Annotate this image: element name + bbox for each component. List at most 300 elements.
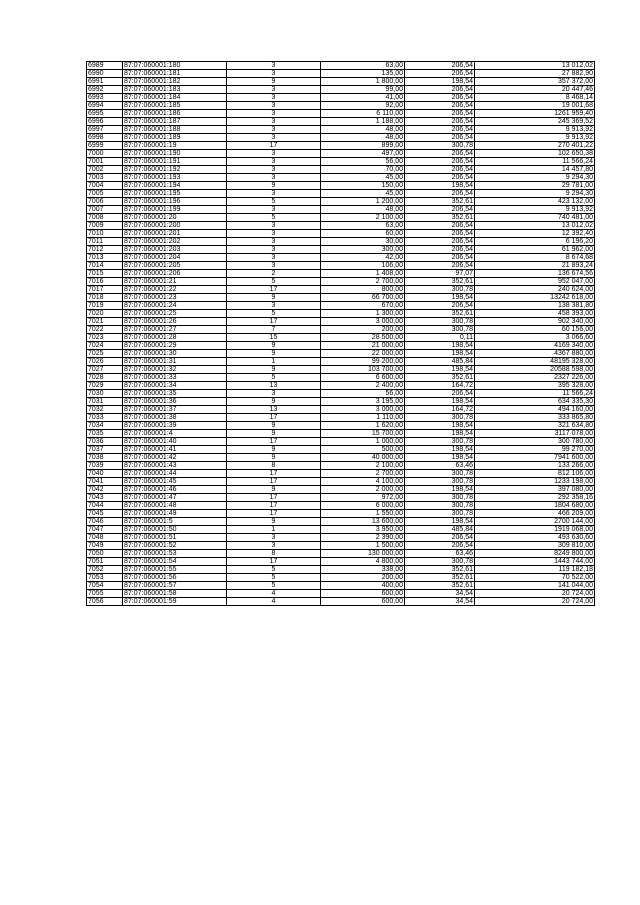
category-code-cell: 17 [227, 286, 321, 294]
cadastral-number-cell: 87:07:060001:200 [123, 222, 227, 230]
table-row [87, 302, 595, 310]
cadastral-value-cell: 20 724,00 [475, 598, 595, 606]
cadastral-number-cell: 87:07:060001:196 [123, 198, 227, 206]
area-cell: 200,00 [321, 574, 405, 582]
row-number-cell: 7002 [87, 166, 123, 174]
cadastral-number-cell: 87:07:060001:187 [123, 118, 227, 126]
cadastral-value-cell: 6 196,20 [475, 238, 595, 246]
rate-cell: 300,78 [405, 318, 475, 326]
table-row [87, 310, 595, 318]
row-number-cell: 7045 [87, 510, 123, 518]
rate-cell: 63,46 [405, 462, 475, 470]
category-code-cell: 3 [227, 542, 321, 550]
cadastral-value-cell: 27 882,90 [475, 70, 595, 78]
area-cell: 2 100,00 [321, 462, 405, 470]
cadastral-value-cell: 136 674,56 [475, 270, 595, 278]
cadastral-value-cell: 7941 600,00 [475, 454, 595, 462]
rate-cell: 352,61 [405, 310, 475, 318]
table-row [87, 102, 595, 110]
table-row [87, 574, 595, 582]
category-code-cell: 3 [227, 222, 321, 230]
cadastral-number-cell: 87:07:060001:30 [123, 350, 227, 358]
cadastral-value-cell: 395 328,00 [475, 382, 595, 390]
area-cell: 1 408,00 [321, 270, 405, 278]
cadastral-number-cell: 87:07:060001:50 [123, 526, 227, 534]
row-number-cell: 7006 [87, 198, 123, 206]
cadastral-number-cell: 87:07:060001:27 [123, 326, 227, 334]
rate-cell: 206,54 [405, 254, 475, 262]
table-row [87, 558, 595, 566]
row-number-cell: 7033 [87, 414, 123, 422]
cadastral-number-cell: 87:07:060001:39 [123, 422, 227, 430]
area-cell: 2 400,00 [321, 382, 405, 390]
cadastral-value-cell: 333 865,80 [475, 414, 595, 422]
row-number-cell: 7035 [87, 430, 123, 438]
table-row [87, 254, 595, 262]
cadastral-value-cell: 3117 078,00 [475, 430, 595, 438]
cadastral-number-cell: 87:07:060001:192 [123, 166, 227, 174]
area-cell: 150,00 [321, 182, 405, 190]
cadastral-value-cell: 9 294,30 [475, 190, 595, 198]
area-cell: 66 700,00 [321, 294, 405, 302]
row-number-cell: 7054 [87, 582, 123, 590]
cadastral-number-cell: 87:07:060001:43 [123, 462, 227, 470]
category-code-cell: 15 [227, 334, 321, 342]
area-cell: 106,00 [321, 262, 405, 270]
row-number-cell: 7028 [87, 374, 123, 382]
cadastral-value-cell: 48195 328,00 [475, 358, 595, 366]
area-cell: 28 500,00 [321, 334, 405, 342]
rate-cell: 352,61 [405, 278, 475, 286]
rate-cell: 300,78 [405, 478, 475, 486]
cadastral-number-cell: 87:07:060001:59 [123, 598, 227, 606]
row-number-cell: 6989 [87, 62, 123, 70]
area-cell: 99 200,00 [321, 358, 405, 366]
rate-cell: 352,61 [405, 214, 475, 222]
table-row [87, 502, 595, 510]
rate-cell: 206,54 [405, 102, 475, 110]
row-number-cell: 7027 [87, 366, 123, 374]
row-number-cell: 7039 [87, 462, 123, 470]
cadastral-number-cell: 87:07:060001:44 [123, 470, 227, 478]
rate-cell: 352,61 [405, 566, 475, 574]
rate-cell: 485,84 [405, 358, 475, 366]
cadastral-value-cell: 1919 068,00 [475, 526, 595, 534]
row-number-cell: 7008 [87, 214, 123, 222]
area-cell: 60,00 [321, 230, 405, 238]
category-code-cell: 17 [227, 478, 321, 486]
category-code-cell: 3 [227, 174, 321, 182]
cadastral-number-cell: 87:07:060001:205 [123, 262, 227, 270]
area-cell: 45,00 [321, 190, 405, 198]
row-number-cell: 7007 [87, 206, 123, 214]
category-code-cell: 3 [227, 246, 321, 254]
rate-cell: 0,11 [405, 334, 475, 342]
rate-cell: 198,54 [405, 342, 475, 350]
cadastral-number-cell: 87:07:060001:29 [123, 342, 227, 350]
cadastral-number-cell: 87:07:060001:35 [123, 390, 227, 398]
category-code-cell: 9 [227, 398, 321, 406]
cadastral-value-cell: 2700 144,00 [475, 518, 595, 526]
rate-cell: 63,46 [405, 550, 475, 558]
rate-cell: 300,78 [405, 414, 475, 422]
rate-cell: 206,54 [405, 222, 475, 230]
row-number-cell: 7014 [87, 262, 123, 270]
category-code-cell: 3 [227, 86, 321, 94]
category-code-cell: 17 [227, 470, 321, 478]
rate-cell: 198,54 [405, 350, 475, 358]
cadastral-value-cell: 4367 880,00 [475, 350, 595, 358]
rate-cell: 206,54 [405, 174, 475, 182]
cadastral-value-cell: 20588 598,00 [475, 366, 595, 374]
category-code-cell: 3 [227, 70, 321, 78]
cadastral-value-cell: 138 381,80 [475, 302, 595, 310]
table-row [87, 526, 595, 534]
cadastral-value-cell: 634 335,30 [475, 398, 595, 406]
row-number-cell: 7040 [87, 470, 123, 478]
category-code-cell: 5 [227, 214, 321, 222]
row-number-cell: 7017 [87, 286, 123, 294]
category-code-cell: 2 [227, 270, 321, 278]
category-code-cell: 5 [227, 310, 321, 318]
category-code-cell: 5 [227, 574, 321, 582]
table-row [87, 166, 595, 174]
category-code-cell: 5 [227, 566, 321, 574]
rate-cell: 206,54 [405, 262, 475, 270]
table-row [87, 206, 595, 214]
area-cell: 1 000,00 [321, 438, 405, 446]
category-code-cell: 13 [227, 382, 321, 390]
cadastral-number-cell: 87:07:060001:195 [123, 190, 227, 198]
category-code-cell: 5 [227, 278, 321, 286]
table-row [87, 462, 595, 470]
category-code-cell: 3 [227, 110, 321, 118]
area-cell: 15 700,00 [321, 430, 405, 438]
row-number-cell: 7032 [87, 406, 123, 414]
area-cell: 56,00 [321, 158, 405, 166]
cadastral-value-cell: 952 047,00 [475, 278, 595, 286]
row-number-cell: 7011 [87, 238, 123, 246]
row-number-cell: 7036 [87, 438, 123, 446]
cadastral-value-cell: 397 080,00 [475, 486, 595, 494]
area-cell: 99,00 [321, 86, 405, 94]
rate-cell: 352,61 [405, 582, 475, 590]
row-number-cell: 7019 [87, 302, 123, 310]
table-row [87, 358, 595, 366]
rate-cell: 300,78 [405, 470, 475, 478]
cadastral-number-cell: 87:07:060001:53 [123, 550, 227, 558]
rate-cell: 300,78 [405, 326, 475, 334]
rate-cell: 206,54 [405, 94, 475, 102]
area-cell: 41,00 [321, 94, 405, 102]
row-number-cell: 7005 [87, 190, 123, 198]
cadastral-number-cell: 87:07:060001:190 [123, 150, 227, 158]
rate-cell: 206,54 [405, 118, 475, 126]
area-cell: 400,00 [321, 582, 405, 590]
area-cell: 70,00 [321, 166, 405, 174]
area-cell: 63,00 [321, 62, 405, 70]
category-code-cell: 13 [227, 406, 321, 414]
table-row [87, 94, 595, 102]
category-code-cell: 3 [227, 158, 321, 166]
row-number-cell: 7004 [87, 182, 123, 190]
area-cell: 600,00 [321, 590, 405, 598]
table-row [87, 334, 595, 342]
cadastral-value-cell: 11 566,24 [475, 390, 595, 398]
row-number-cell: 7038 [87, 454, 123, 462]
row-number-cell: 7047 [87, 526, 123, 534]
table-row [87, 438, 595, 446]
row-number-cell: 7031 [87, 398, 123, 406]
area-cell: 135,00 [321, 70, 405, 78]
table-row [87, 550, 595, 558]
table-row [87, 158, 595, 166]
category-code-cell: 9 [227, 518, 321, 526]
rate-cell: 34,54 [405, 598, 475, 606]
category-code-cell: 1 [227, 526, 321, 534]
category-code-cell: 9 [227, 366, 321, 374]
table-row [87, 78, 595, 86]
category-code-cell: 3 [227, 390, 321, 398]
table-row [87, 270, 595, 278]
cadastral-value-cell: 1804 680,00 [475, 502, 595, 510]
rate-cell: 206,54 [405, 206, 475, 214]
cadastral-number-cell: 87:07:060001:199 [123, 206, 227, 214]
cadastral-value-cell: 141 044,00 [475, 582, 595, 590]
row-number-cell: 7042 [87, 486, 123, 494]
category-code-cell: 3 [227, 166, 321, 174]
cadastral-value-cell: 60 156,00 [475, 326, 595, 334]
row-number-cell: 7010 [87, 230, 123, 238]
category-code-cell: 4 [227, 598, 321, 606]
row-number-cell: 6991 [87, 78, 123, 86]
rate-cell: 352,61 [405, 574, 475, 582]
area-cell: 1 188,00 [321, 118, 405, 126]
table-row [87, 590, 595, 598]
rate-cell: 206,54 [405, 150, 475, 158]
cadastral-value-cell: 13 012,02 [475, 62, 595, 70]
table-row [87, 294, 595, 302]
category-code-cell: 5 [227, 198, 321, 206]
cadastral-number-cell: 87:07:060001:201 [123, 230, 227, 238]
row-number-cell: 7001 [87, 158, 123, 166]
row-number-cell: 7022 [87, 326, 123, 334]
row-number-cell: 7051 [87, 558, 123, 566]
cadastral-number-cell: 87:07:060001:20 [123, 214, 227, 222]
area-cell: 3 195,00 [321, 398, 405, 406]
table-row [87, 342, 595, 350]
cadastral-value-cell: 14 457,80 [475, 166, 595, 174]
area-cell: 1 500,00 [321, 542, 405, 550]
rate-cell: 300,78 [405, 494, 475, 502]
category-code-cell: 3 [227, 150, 321, 158]
cadastral-value-cell: 21 893,24 [475, 262, 595, 270]
rate-cell: 198,54 [405, 422, 475, 430]
cadastral-value-cell: 9 913,92 [475, 206, 595, 214]
cadastral-number-cell: 87:07:060001:26 [123, 318, 227, 326]
category-code-cell: 3 [227, 190, 321, 198]
cadastral-number-cell: 87:07:060001:57 [123, 582, 227, 590]
category-code-cell: 9 [227, 182, 321, 190]
area-cell: 300,00 [321, 246, 405, 254]
cadastral-number-cell: 87:07:060001:181 [123, 70, 227, 78]
cadastral-value-cell: 20 447,46 [475, 86, 595, 94]
table-row [87, 230, 595, 238]
area-cell: 338,00 [321, 566, 405, 574]
rate-cell: 485,84 [405, 526, 475, 534]
rate-cell: 198,54 [405, 486, 475, 494]
rate-cell: 300,78 [405, 502, 475, 510]
row-number-cell: 7016 [87, 278, 123, 286]
cadastral-number-cell: 87:07:060001:38 [123, 414, 227, 422]
category-code-cell: 17 [227, 318, 321, 326]
area-cell: 200,00 [321, 326, 405, 334]
cadastral-number-cell: 87:07:060001:46 [123, 486, 227, 494]
row-number-cell: 7052 [87, 566, 123, 574]
area-cell: 972,00 [321, 494, 405, 502]
cadastral-number-cell: 87:07:060001:37 [123, 406, 227, 414]
table-row [87, 470, 595, 478]
category-code-cell: 3 [227, 118, 321, 126]
cadastral-value-cell: 357 372,00 [475, 78, 595, 86]
area-cell: 1 200,00 [321, 198, 405, 206]
row-number-cell: 7046 [87, 518, 123, 526]
table-row [87, 518, 595, 526]
cadastral-number-cell: 87:07:060001:58 [123, 590, 227, 598]
rate-cell: 300,78 [405, 286, 475, 294]
table-body [87, 62, 595, 606]
rate-cell: 206,54 [405, 238, 475, 246]
row-number-cell: 7026 [87, 358, 123, 366]
rate-cell: 300,78 [405, 510, 475, 518]
rate-cell: 206,54 [405, 110, 475, 118]
area-cell: 4 100,00 [321, 478, 405, 486]
rate-cell: 206,54 [405, 302, 475, 310]
row-number-cell: 7030 [87, 390, 123, 398]
row-number-cell: 7012 [87, 246, 123, 254]
table-row [87, 422, 595, 430]
cadastral-value-cell: 99 270,00 [475, 446, 595, 454]
table-row [87, 430, 595, 438]
area-cell: 3 000,00 [321, 406, 405, 414]
category-code-cell: 3 [227, 262, 321, 270]
table-row [87, 134, 595, 142]
cadastral-number-cell: 87:07:060001:204 [123, 254, 227, 262]
cadastral-value-cell: 9 913,92 [475, 134, 595, 142]
table-row [87, 286, 595, 294]
row-number-cell: 6997 [87, 126, 123, 134]
rate-cell: 206,54 [405, 134, 475, 142]
area-cell: 48,00 [321, 206, 405, 214]
cadastral-value-cell: 423 132,00 [475, 198, 595, 206]
cadastral-number-cell: 87:07:060001:188 [123, 126, 227, 134]
category-code-cell: 8 [227, 550, 321, 558]
row-number-cell: 7053 [87, 574, 123, 582]
cadastral-number-cell: 87:07:060001:36 [123, 398, 227, 406]
cadastral-value-cell: 12 392,40 [475, 230, 595, 238]
area-cell: 130 000,00 [321, 550, 405, 558]
cadastral-value-cell: 119 182,18 [475, 566, 595, 574]
row-number-cell: 7023 [87, 334, 123, 342]
rate-cell: 206,54 [405, 246, 475, 254]
cadastral-number-cell: 87:07:060001:21 [123, 278, 227, 286]
table-row [87, 70, 595, 78]
table-row [87, 486, 595, 494]
cadastral-value-cell: 2327 226,00 [475, 374, 595, 382]
cadastral-value-cell: 902 340,00 [475, 318, 595, 326]
table-row [87, 414, 595, 422]
category-code-cell: 9 [227, 294, 321, 302]
table-row [87, 262, 595, 270]
row-number-cell: 7043 [87, 494, 123, 502]
table-row [87, 222, 595, 230]
table-row [87, 62, 595, 70]
cadastral-number-cell: 87:07:060001:31 [123, 358, 227, 366]
cadastral-number-cell: 87:07:060001:28 [123, 334, 227, 342]
row-number-cell: 7025 [87, 350, 123, 358]
cadastral-number-cell: 87:07:060001:4 [123, 430, 227, 438]
cadastral-number-cell: 87:07:060001:182 [123, 78, 227, 86]
row-number-cell: 7049 [87, 542, 123, 550]
table-row [87, 86, 595, 94]
table-row [87, 350, 595, 358]
area-cell: 500,00 [321, 446, 405, 454]
table-row [87, 190, 595, 198]
cadastral-number-cell: 87:07:060001:56 [123, 574, 227, 582]
cadastral-number-cell: 87:07:060001:186 [123, 110, 227, 118]
area-cell: 103 700,00 [321, 366, 405, 374]
cadastral-number-cell: 87:07:060001:22 [123, 286, 227, 294]
table-row [87, 446, 595, 454]
cadastral-number-cell: 87:07:060001:41 [123, 446, 227, 454]
cadastral-value-cell: 13242 618,00 [475, 294, 595, 302]
table-row [87, 494, 595, 502]
area-cell: 48,00 [321, 134, 405, 142]
cadastral-value-cell: 3 066,60 [475, 334, 595, 342]
cadastral-value-cell: 29 781,00 [475, 182, 595, 190]
cadastral-number-cell: 87:07:060001:23 [123, 294, 227, 302]
rate-cell: 198,54 [405, 430, 475, 438]
table-row [87, 390, 595, 398]
category-code-cell: 5 [227, 374, 321, 382]
cadastral-value-cell: 300 780,00 [475, 438, 595, 446]
rate-cell: 206,54 [405, 62, 475, 70]
cadastral-value-cell: 466 209,00 [475, 510, 595, 518]
table-row [87, 214, 595, 222]
rate-cell: 198,54 [405, 518, 475, 526]
row-number-cell: 7003 [87, 174, 123, 182]
category-code-cell: 3 [227, 62, 321, 70]
table-row [87, 382, 595, 390]
area-cell: 6 110,00 [321, 110, 405, 118]
cadastral-number-cell: 87:07:060001:34 [123, 382, 227, 390]
area-cell: 2 100,00 [321, 214, 405, 222]
row-number-cell: 7018 [87, 294, 123, 302]
cadastral-number-cell: 87:07:060001:19 [123, 142, 227, 150]
area-cell: 45,00 [321, 174, 405, 182]
rate-cell: 206,54 [405, 158, 475, 166]
cadastral-number-cell: 87:07:060001:25 [123, 310, 227, 318]
rate-cell: 206,54 [405, 534, 475, 542]
category-code-cell: 17 [227, 142, 321, 150]
table-row [87, 246, 595, 254]
row-number-cell: 7021 [87, 318, 123, 326]
table-row [87, 374, 595, 382]
rate-cell: 352,61 [405, 374, 475, 382]
rate-cell: 300,78 [405, 438, 475, 446]
category-code-cell: 9 [227, 422, 321, 430]
rate-cell: 164,72 [405, 406, 475, 414]
